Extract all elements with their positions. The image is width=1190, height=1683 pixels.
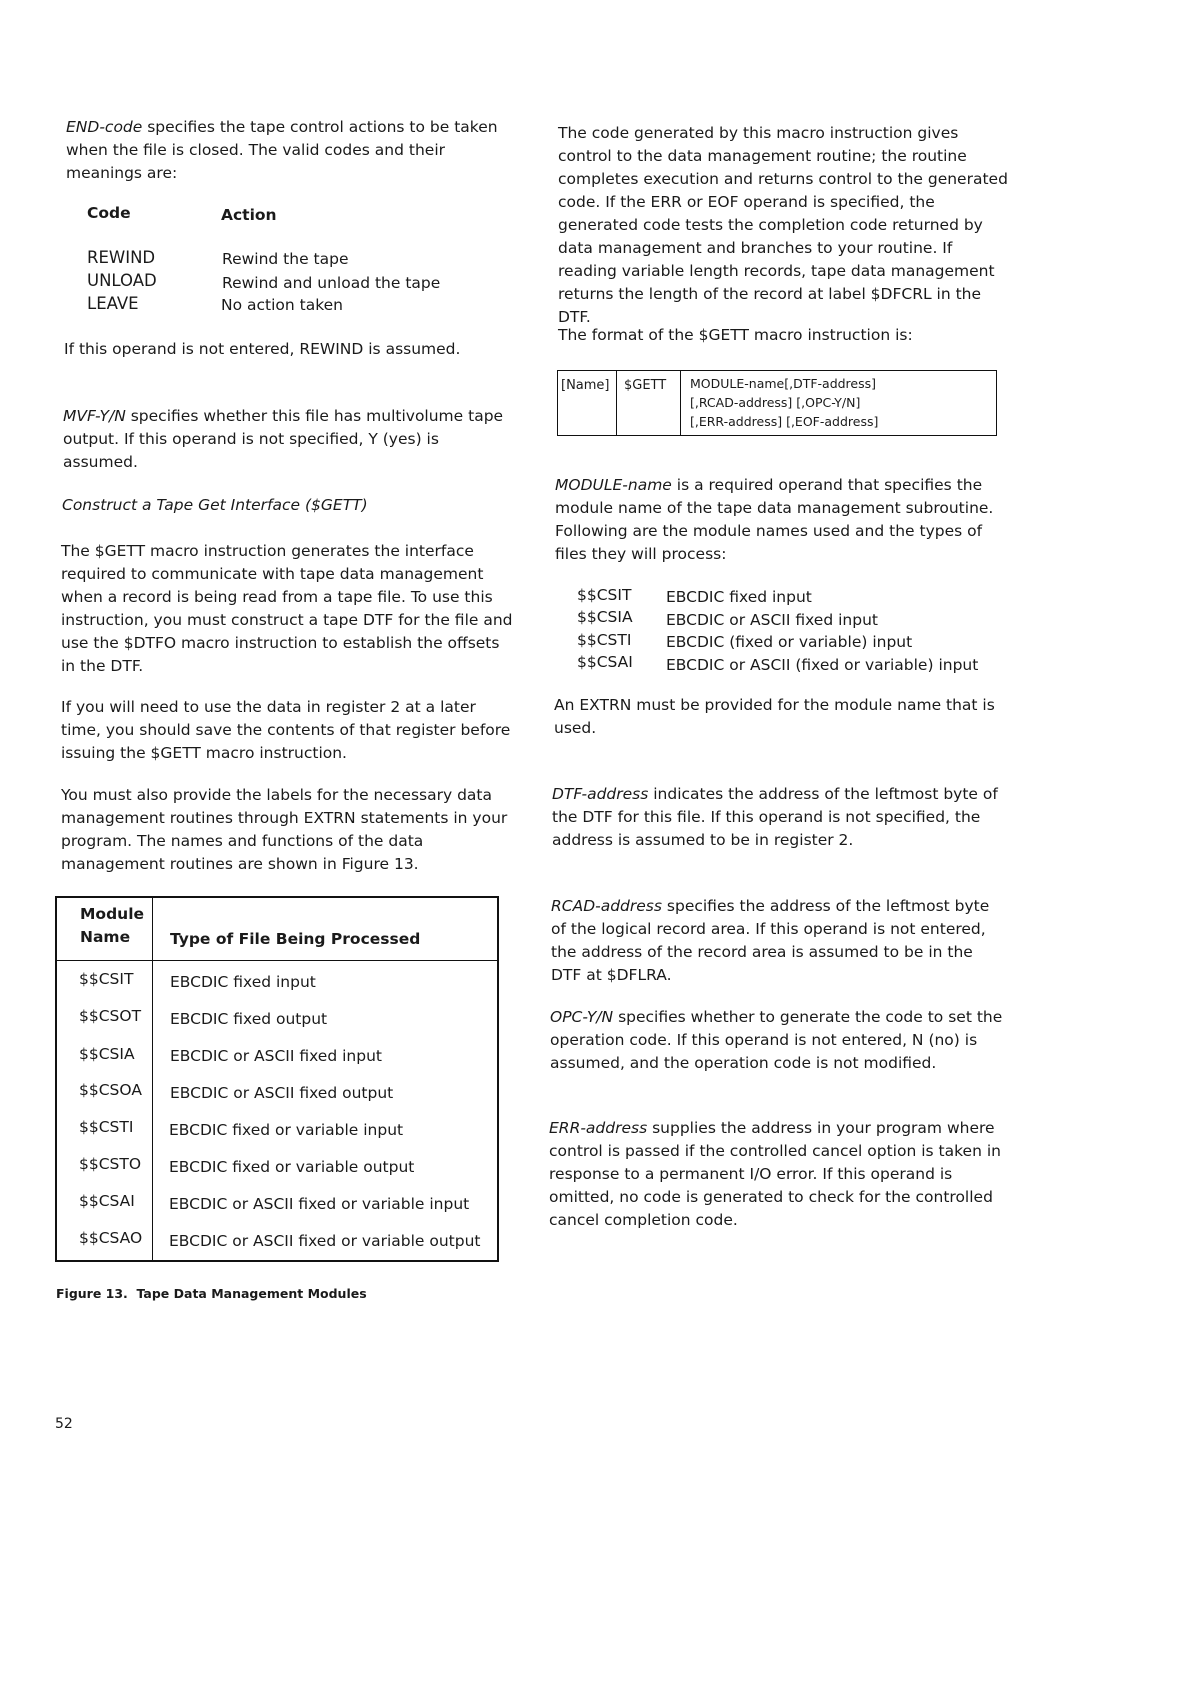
- module-list-type: EBCDIC or ASCII (fixed or variable) input: [666, 656, 979, 674]
- page-number: 52: [55, 1416, 73, 1432]
- module-name-paragraph: [555, 474, 1010, 566]
- module-table-header-divider: [57, 960, 497, 961]
- module-row-name: $$CSOA: [79, 1081, 142, 1099]
- format-name: [Name]: [561, 378, 610, 393]
- opc-paragraph: [550, 1006, 1005, 1075]
- codes-row-leave-code: LEAVE: [87, 294, 139, 313]
- register-paragraph: If you will need to use the data in register 2 at a later time, you should save the contents of that register before issuing the $GETT macro instruction.: [61, 698, 511, 762]
- dtf-address-text: indicates the address of the leftmost byte of the DTF for this file. If this operand is not specified, the address is assumed to be in register 2.: [552, 785, 998, 849]
- module-row-type: EBCDIC fixed input: [170, 973, 316, 991]
- mvf-term: MVF-Y/N: [63, 407, 126, 425]
- rcad-address-term: RCAD-address: [551, 897, 662, 915]
- module-header-type: Type of File Being Processed: [170, 930, 421, 948]
- module-list: [577, 584, 1007, 680]
- module-header-name-line2: Name: [80, 928, 131, 946]
- module-header-name-line1: Module: [80, 905, 145, 923]
- dtf-address-paragraph: [552, 783, 1007, 852]
- mvf-text: specifies whether this file has multivolume tape output. If this operand is not specified, Y (yes) is assumed.: [63, 407, 504, 471]
- module-list-type: EBCDIC (fixed or variable) input: [666, 633, 913, 651]
- module-row-type: EBCDIC fixed output: [170, 1010, 328, 1028]
- mvf-paragraph: [63, 405, 518, 474]
- err-address-paragraph: [549, 1117, 1004, 1232]
- module-name-text: is a required operand that specifies the module name of the tape data management subroutine. Following are the module names used and the types of files they will process:: [555, 476, 994, 563]
- figure-caption: Figure 13. Tape Data Management Modules: [56, 1286, 367, 1301]
- gett-paragraph: The $GETT macro instruction generates the interface required to communicate with tape data management when a record is being read from a tape file. To use this instruction, you must construct a tape DTF for the file and use the $DTFO macro instruction to establish the offsets in the DTF.: [61, 542, 513, 675]
- section-heading: Construct a Tape Get Interface ($GETT): [62, 496, 368, 514]
- module-list-name: $$CSAI: [577, 653, 633, 671]
- module-row-name: $$CSAO: [79, 1229, 143, 1247]
- format-operands-line2: [,RCAD-address] [,OPC-Y/N]: [690, 395, 861, 410]
- module-list-name: $$CSIA: [577, 608, 633, 626]
- module-row-type: EBCDIC or ASCII fixed or variable input: [169, 1195, 470, 1213]
- rcad-address-paragraph: [551, 895, 1006, 987]
- module-row-type: EBCDIC fixed or variable output: [169, 1158, 415, 1176]
- end-code-paragraph: [66, 116, 516, 185]
- module-table: [55, 896, 499, 1262]
- module-name-term: MODULE-name: [555, 476, 672, 494]
- codes-row-leave-action: No action taken: [221, 296, 344, 314]
- rewind-assumed-note: If this operand is not entered, REWIND is assumed.: [64, 340, 461, 358]
- err-address-text: supplies the address in your program where control is passed if the controlled cancel option is taken in response to a permanent I/O error. If this operand is omitted, no code is generated to check for the controlled cancel completion code.: [549, 1119, 1001, 1229]
- module-row-type: EBCDIC or ASCII fixed input: [170, 1047, 382, 1065]
- module-row-name: $$CSOT: [79, 1007, 142, 1025]
- format-op: $GETT: [624, 378, 667, 393]
- module-row-name: $$CSAI: [79, 1192, 135, 1210]
- module-row-name: $$CSIT: [79, 970, 134, 988]
- module-row-name: $$CSTI: [79, 1118, 134, 1136]
- dtf-address-term: DTF-address: [552, 785, 649, 803]
- module-row-name: $$CSTO: [79, 1155, 142, 1173]
- format-box-divider: [680, 371, 681, 435]
- end-code-text: specifies the tape control actions to be taken when the file is closed. The valid codes and their meanings are:: [66, 118, 498, 182]
- codes-row-rewind-action: Rewind the tape: [222, 250, 349, 268]
- module-row-type: EBCDIC or ASCII fixed output: [170, 1084, 394, 1102]
- format-operands-line3: [,ERR-address] [,EOF-address]: [690, 414, 879, 429]
- opc-text: specifies whether to generate the code to set the operation code. If this operand is not entered, N (no) is assumed, and the operation code is not modified.: [550, 1008, 1003, 1072]
- format-intro: The format of the $GETT macro instruction is:: [558, 326, 913, 344]
- err-address-term: ERR-address: [549, 1119, 648, 1137]
- format-box: [557, 370, 997, 436]
- module-list-name: $$CSIT: [577, 586, 632, 604]
- codes-row-unload-action: Rewind and unload the tape: [222, 274, 441, 292]
- codes-header-code: Code: [87, 204, 131, 222]
- module-row-type: EBCDIC or ASCII fixed or variable output: [169, 1232, 481, 1250]
- generated-code-paragraph: The code generated by this macro instruction gives control to the data management routine; the routine completes execution and returns control to the generated code. If the ERR or EOF operand is specified, the generated code tests the completion code returned by data management and branches to your routine. If reading variable length records, tape data management returns the length of the record at label $DFCRL in the DTF.: [558, 124, 1008, 326]
- codes-header-action: Action: [221, 206, 277, 224]
- end-code-term: END-code: [66, 118, 143, 136]
- module-row-name: $$CSIA: [79, 1045, 135, 1063]
- extrn-note: An EXTRN must be provided for the module name that is used.: [554, 696, 995, 737]
- format-operands-line1: MODULE-name[,DTF-address]: [690, 376, 877, 391]
- format-box-divider: [616, 371, 617, 435]
- module-table-column-divider: [152, 898, 153, 1260]
- labels-paragraph: You must also provide the labels for the necessary data management routines through EXTRN statements in your program. The names and functions of the data management routines are shown in Figure 13.: [61, 786, 508, 873]
- codes-row-rewind-code: REWIND: [87, 248, 156, 267]
- module-list-type: EBCDIC fixed input: [666, 588, 812, 606]
- opc-term: OPC-Y/N: [550, 1008, 614, 1026]
- rcad-address-text: specifies the address of the leftmost byte of the logical record area. If this operand is not entered, the address of the record area is assumed to be in the DTF at $DFLRA.: [551, 897, 990, 984]
- codes-row-unload-code: UNLOAD: [87, 271, 157, 290]
- module-row-type: EBCDIC fixed or variable input: [169, 1121, 404, 1139]
- module-list-name: $$CSTI: [577, 631, 632, 649]
- module-list-type: EBCDIC or ASCII fixed input: [666, 611, 878, 629]
